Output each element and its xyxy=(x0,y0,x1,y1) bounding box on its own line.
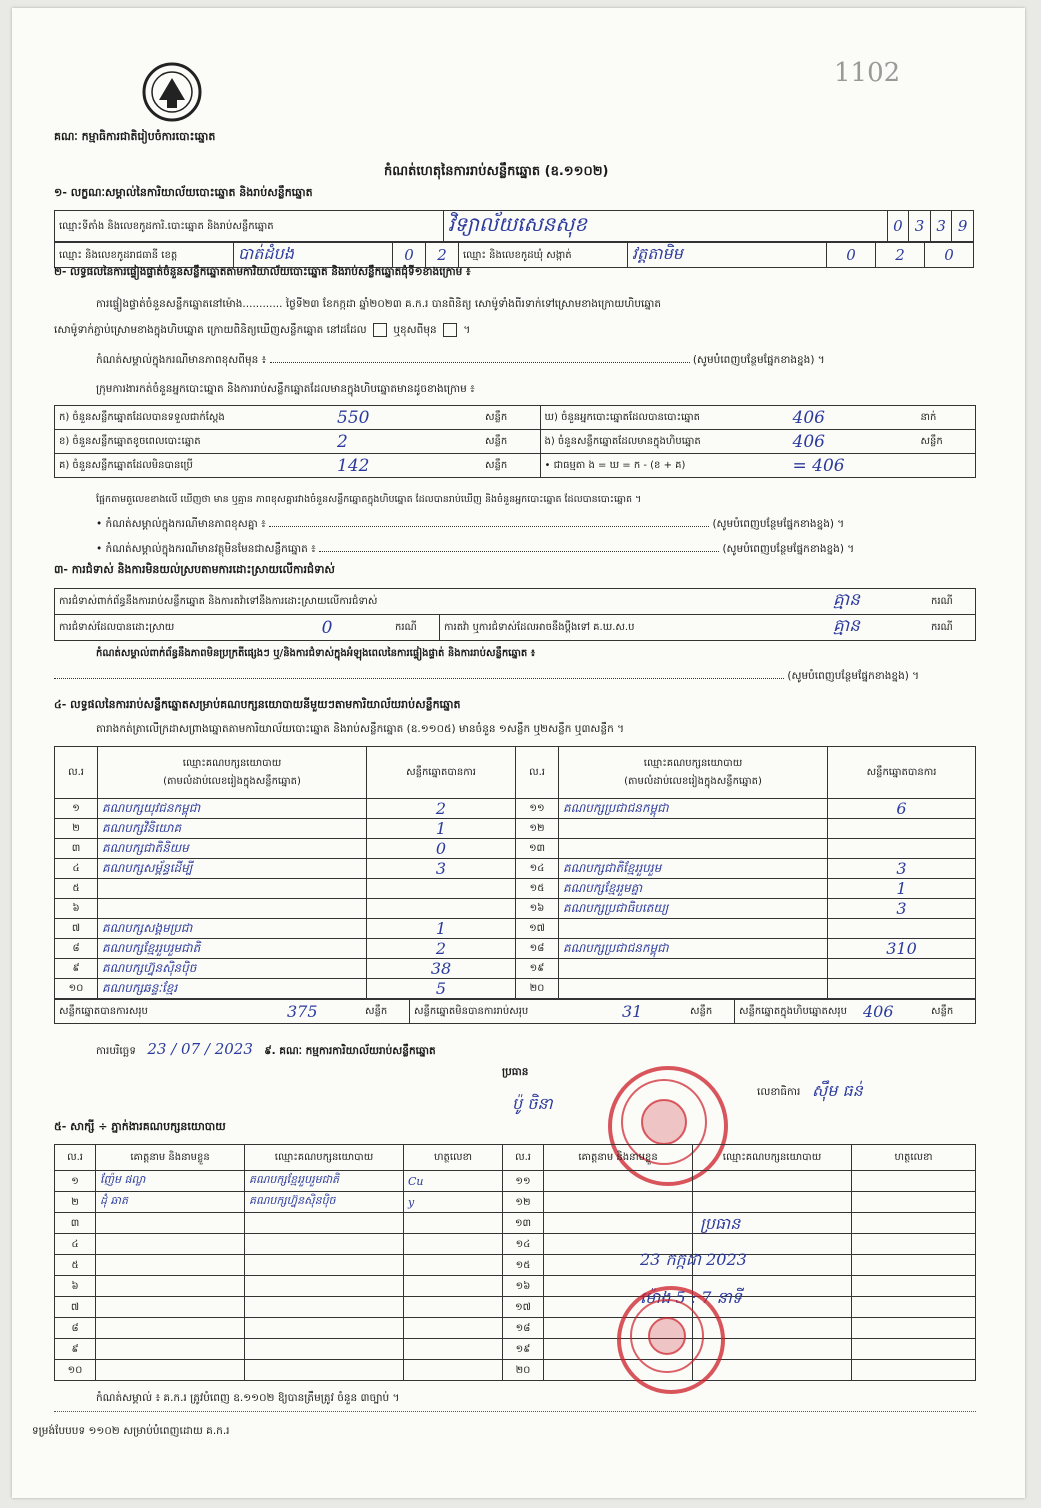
party-name xyxy=(559,979,828,999)
foreign-object-note-label: • កំណត់សម្គាល់ក្នុងករណីមានវត្ថុមិនមែនជាសន្លឹកឆ្នោត ៖ xyxy=(96,543,316,555)
date-value: 23 / 07 / 2023 xyxy=(147,1040,253,1058)
party-votes: 1 xyxy=(367,919,516,939)
results-row xyxy=(55,859,976,879)
annotation-line: ម៉ោង 5 : 7 នាទី xyxy=(640,1288,742,1307)
row-no: ១៣ xyxy=(503,1213,544,1234)
resolved-label: ការជំទាស់ដែលបានដោះស្រាយ xyxy=(55,615,264,641)
witness-signature xyxy=(852,1192,976,1213)
col-party-header: ឈ្មោះគណបក្សនយោបាយ xyxy=(693,1145,852,1171)
commune-code-digit: 0 xyxy=(925,243,974,268)
committee-line: ៩. គណៈ កម្មការការិយាល័យរាប់សន្លឹកឆ្នោត xyxy=(264,1045,436,1057)
witness-signature xyxy=(852,1234,976,1255)
total-box-label: សន្លឹកឆ្នោតក្នុងហិបឆ្នោតសរុប xyxy=(735,1000,860,1024)
row-no: ១៣ xyxy=(516,839,559,859)
row-no: ២០ xyxy=(503,1360,544,1381)
witness-signature xyxy=(404,1234,503,1255)
party-name: គណបក្សសម្ព័ន្ធដើម្បី xyxy=(98,859,367,879)
party-votes: 2 xyxy=(367,939,516,959)
party-name xyxy=(559,839,828,859)
witness-party xyxy=(245,1360,404,1381)
witness-name xyxy=(96,1276,245,1297)
party-votes: 1 xyxy=(367,819,516,839)
row-no: ៤ xyxy=(55,1234,96,1255)
row-no: ១១ xyxy=(503,1171,544,1192)
witness-name xyxy=(96,1360,245,1381)
row-no: ៦ xyxy=(55,1276,96,1297)
count-row xyxy=(55,430,976,454)
count-label: ខ) ចំនួនសន្លឹកឆ្នោតខូចពេលបោះឆ្នោត xyxy=(55,430,334,454)
foreign-object-note xyxy=(96,543,854,558)
form-title: កំណត់ហេតុនៃការរាប់សន្លឹកឆ្នោត (ឧ.១១០២) xyxy=(384,164,609,179)
witness-signature xyxy=(404,1213,503,1234)
total-valid-value: 375 xyxy=(283,1000,361,1024)
count-unit: សន្លឹក xyxy=(481,430,540,454)
objections-table xyxy=(54,588,976,641)
witness-name: ញ៉ែម ផល្លា xyxy=(96,1171,245,1192)
appeal-label: ការតវ៉ា ឬការជំទាស់ដែលអាចនឹងប្តឹងទៅ គ.ឃ.ស.ប xyxy=(440,615,830,641)
total-valid-label-text: សន្លឹកឆ្នោតបានការសរុប xyxy=(59,1006,148,1017)
row-no: ១៥ xyxy=(503,1255,544,1276)
irregularity-note: កំណត់សម្គាល់ពាក់ព័ន្ធនឹងភាពមិនប្រក្រតីផ្សេងៗ ឬ/និងការជំទាស់ក្នុងអំឡុងពេលនៃការផ្ទៀងផ្ទាត់ និងការរាប់សន្លឹកឆ្នោត ៖ xyxy=(96,648,536,659)
witness-row xyxy=(55,1192,976,1213)
witness-party xyxy=(245,1255,404,1276)
witness-signature xyxy=(404,1276,503,1297)
changed-checkbox[interactable] xyxy=(443,323,457,337)
witness-signature xyxy=(852,1339,976,1360)
objection-label: ការជំទាស់ពាក់ព័ន្ធនឹងការរាប់សន្លឹកឆ្នោត និងការតវ៉ាទៅនឹងការដោះស្រាយលើការជំទាស់ xyxy=(55,589,830,615)
witness-signature xyxy=(852,1255,976,1276)
section2-title: ២- លទ្ធផលនៃការផ្ទៀងផ្ទាត់ចំនួនសន្លឹកឆ្នោតតាមការិយាល័យបោះឆ្នោត និងរាប់សន្លឹកឆ្នោតជុំទី១ខាងក្រោម ៖ xyxy=(54,266,471,278)
row-no: ១៦ xyxy=(503,1276,544,1297)
witness-name xyxy=(96,1213,245,1234)
col-no-header: ល.រ xyxy=(55,1145,96,1171)
row-no: ២០ xyxy=(516,979,559,999)
row-no: ១៥ xyxy=(516,879,559,899)
commune-value: វត្តតាមិម xyxy=(628,243,827,268)
province-code-digit: 0 xyxy=(393,243,426,268)
section4-intro xyxy=(96,723,624,738)
total-invalid-unit: សន្លឹក xyxy=(686,1000,735,1024)
witness-party xyxy=(245,1234,404,1255)
party-name: គណបក្សប្រជាជនកម្ពុជា xyxy=(559,939,828,959)
witness-party xyxy=(245,1339,404,1360)
count-value: 406 xyxy=(789,406,917,430)
party-votes: 3 xyxy=(828,859,976,879)
official-seal-stamp xyxy=(617,1286,725,1394)
ballot-count-table xyxy=(54,405,976,478)
witness-row xyxy=(55,1339,976,1360)
witness-name xyxy=(96,1234,245,1255)
formula-result: = 406 xyxy=(789,454,976,478)
province-code-digit: 2 xyxy=(426,243,459,268)
objection-unit: ករណី xyxy=(927,589,976,615)
difference-note xyxy=(96,354,996,369)
section2-paragraph-2-text: សោម៉ូទាក់ភ្ជាប់ស្រោមខាងក្នុងហិបឆ្នោត ក្រោយពិនិត្យឃើញសន្លឹកឆ្នោត នៅដដែល xyxy=(54,324,367,336)
row-no: ១៧ xyxy=(516,919,559,939)
party-votes: 3 xyxy=(828,899,976,919)
chair-label: ប្រធាន xyxy=(502,1066,529,1078)
row-no: ៣ xyxy=(55,1213,96,1234)
witness-signature: y xyxy=(404,1192,503,1213)
station-code-digit: 0 xyxy=(887,211,909,242)
count-label: គ) ចំនួនសន្លឹកឆ្នោតដែលមិនបានប្រើ xyxy=(55,454,334,478)
witness-signature xyxy=(404,1339,503,1360)
witness-name: ដុំ ឆាត xyxy=(96,1192,245,1213)
party-name xyxy=(559,819,828,839)
chair-signature: ប៉ូ ចិនា xyxy=(512,1094,553,1113)
count-label: ក) ចំនួនសន្លឹកឆ្នោតដែលបានទទួលជាក់ស្តែង xyxy=(55,406,334,430)
count-value: 142 xyxy=(333,454,481,478)
resolved-value: 0 xyxy=(263,615,391,641)
count-label: ង) ចំនួនសន្លឹកឆ្នោតដែលមានក្នុងហិបឆ្នោត xyxy=(540,430,789,454)
party-votes xyxy=(828,819,976,839)
row-no: ១៤ xyxy=(503,1234,544,1255)
total-invalid-value: 31 xyxy=(618,1000,686,1024)
witness-table xyxy=(54,1144,976,1381)
party-votes xyxy=(828,839,976,859)
irregularity-fill-line xyxy=(54,670,919,685)
witness-name xyxy=(96,1297,245,1318)
count-value: 2 xyxy=(333,430,481,454)
col-name-header: គោត្តនាម និងនាមខ្លួន xyxy=(96,1145,245,1171)
col-votes-header: សន្លឹកឆ្នោតបានការ xyxy=(828,747,976,799)
witness-row xyxy=(55,1171,976,1192)
col-votes-header: សន្លឹកឆ្នោតបានការ xyxy=(367,747,516,799)
count-unit: សន្លឹក xyxy=(481,454,540,478)
col-party-header xyxy=(98,747,367,799)
annotation-line: 23 កក្កដា 2023 xyxy=(640,1250,747,1269)
page-number: 1102 xyxy=(834,58,901,88)
party-votes xyxy=(828,979,976,999)
count-row xyxy=(55,406,976,430)
row-no: ១៨ xyxy=(516,939,559,959)
row-no: ១១ xyxy=(516,799,559,819)
section2-paragraph-1: ការផ្ទៀងផ្ទាត់ចំនួនសន្លឹកឆ្នោតនៅម៉ោង............ ថ្ងៃទី២៣ ខែកក្កដា ឆ្នាំ២០២៣ គ.ក.រ បានពិនិត្យ សោម៉ូទាំងពីរទាក់ទៅស្រោមខាងក្រោយហិបឆ្នោត xyxy=(96,298,662,310)
results-row xyxy=(55,939,976,959)
party-name: គណបក្សយុវជនកម្ពុជា xyxy=(98,799,367,819)
witness-row xyxy=(55,1297,976,1318)
difference-note-label: កំណត់សម្គាល់ក្នុងករណីមានភាពខុសពីមុន ៖ xyxy=(96,354,267,366)
station-code-digit: 3 xyxy=(909,211,931,242)
party-name: គណបក្សជាតិនិយម xyxy=(98,839,367,859)
changed-option-label: ឬខុសពីមុន xyxy=(393,324,437,336)
objection-value: គ្មាន xyxy=(829,589,927,615)
fill-back-note: (សូមបំពេញបន្ថែមផ្នែកខាងខ្នង) ។ xyxy=(787,670,920,682)
witness-signature: Cu xyxy=(404,1171,503,1192)
total-box-unit: សន្លឹក xyxy=(927,1000,976,1024)
row-no: ១ xyxy=(55,1171,96,1192)
row-no: ៥ xyxy=(55,879,98,899)
row-no: ៨ xyxy=(55,939,98,959)
party-name: គណបក្សឆន្ទៈខ្មែរ xyxy=(98,979,367,999)
nec-emblem-icon xyxy=(137,60,207,126)
formula-label: • ជាធម្មតា ង = ឃ = ក - (ខ + គ) xyxy=(540,454,789,478)
section1-table xyxy=(54,210,974,268)
witness-signature xyxy=(852,1318,976,1339)
row-no: ១២ xyxy=(516,819,559,839)
committee-name: គណៈ កម្មាធិការជាតិរៀបចំការបោះឆ្នោត xyxy=(54,130,216,143)
station-name-label: ឈ្មោះទីតាំង និងលេខកូដការិ.បោះឆ្នោត និងរាប់សន្លឹកឆ្នោត xyxy=(55,211,444,242)
witness-row xyxy=(55,1360,976,1381)
province-label: ឈ្មោះ និងលេខកូដរាជធានី ខេត្ត xyxy=(55,243,234,268)
footer-text: ទម្រង់បែបបទ ១១០២ សម្រាប់បំពេញដោយ គ.ក.រ xyxy=(32,1425,230,1437)
station-name-value: វិទ្យាល័យសេនសុខ xyxy=(444,211,888,242)
party-name: គណបក្សហ្វ៊ុនស៊ិនប៉ិច xyxy=(98,959,367,979)
document-page xyxy=(12,8,1025,1498)
row-no: ១៩ xyxy=(516,959,559,979)
results-row xyxy=(55,799,976,819)
witness-name xyxy=(544,1192,693,1213)
col-party-header-sub: (តាមលំដាប់លេខរៀងក្នុងសន្លឹកឆ្នោត) xyxy=(163,775,301,787)
section4-title: ៤- លទ្ធផលនៃការរាប់សន្លឹកឆ្នោតសម្រាប់គណបក្សនយោបាយនីមួយៗតាមការិយាល័យរាប់សន្លឹកឆ្នោត xyxy=(54,698,461,711)
witness-row xyxy=(55,1276,976,1297)
date-label: ការបរិច្ឆេទ xyxy=(96,1045,136,1057)
witness-name xyxy=(544,1171,693,1192)
results-row xyxy=(55,899,976,919)
party-results-table xyxy=(54,746,976,1024)
row-no: ៤ xyxy=(55,859,98,879)
witness-signature xyxy=(404,1318,503,1339)
party-name: គណបក្សជាតិខ្មែររួបរួម xyxy=(559,859,828,879)
results-row xyxy=(55,919,976,939)
results-row xyxy=(55,979,976,999)
witness-party xyxy=(245,1318,404,1339)
secretary-label: លេខាធិការ xyxy=(757,1086,801,1098)
commune-label: ឈ្មោះ និងលេខកូដឃុំ សង្កាត់ xyxy=(459,243,628,268)
date-line xyxy=(96,1040,436,1060)
count-intro: ក្រុមការងារកត់ចំនួនអ្នកបោះឆ្នោត និងការរាប់សន្លឹកឆ្នោតដែលមានក្នុងហិបឆ្នោតមានដូចខាងក្រោម ៖ xyxy=(96,383,475,395)
fill-back-note: (សូមបំពេញបន្ថែមផ្នែកខាងខ្នង) ។ xyxy=(712,518,845,530)
party-name xyxy=(559,919,828,939)
row-no: ១០ xyxy=(55,1360,96,1381)
row-no: ១៨ xyxy=(503,1318,544,1339)
witness-row xyxy=(55,1255,976,1276)
witness-name xyxy=(96,1339,245,1360)
commune-code-digit: 2 xyxy=(876,243,925,268)
count-value: 550 xyxy=(333,406,481,430)
fill-back-note: (សូមបំពេញបន្ថែមផ្នែកខាងខ្នង) ។ xyxy=(722,543,855,555)
count-label: ឃ) ចំនួនអ្នកបោះឆ្នោតដែលបានបោះឆ្នោត xyxy=(540,406,789,430)
row-no: ៧ xyxy=(55,919,98,939)
witness-row xyxy=(55,1318,976,1339)
witness-party: គណបក្សខ្មែររួបរួមជាតិ xyxy=(245,1171,404,1192)
party-name xyxy=(98,879,367,899)
witness-signature xyxy=(852,1297,976,1318)
count-unit: សន្លឹក xyxy=(917,430,976,454)
party-votes: 5 xyxy=(367,979,516,999)
witness-signature xyxy=(852,1213,976,1234)
unchanged-checkbox[interactable] xyxy=(373,323,387,337)
row-no: ៩ xyxy=(55,959,98,979)
total-invalid-label: សន្លឹកឆ្នោតមិនបានការរាប់សរុប xyxy=(410,1000,619,1024)
col-name-header: គោត្តនាម និងនាមខ្លួន xyxy=(544,1145,693,1171)
row-no: ១៧ xyxy=(503,1297,544,1318)
party-votes: 310 xyxy=(828,939,976,959)
witness-party xyxy=(693,1171,852,1192)
total-box-value: 406 xyxy=(859,1000,927,1024)
col-party-header-sub: (តាមលំដាប់លេខរៀងក្នុងសន្លឹកឆ្នោត) xyxy=(624,775,762,787)
party-votes xyxy=(367,879,516,899)
fill-back-note: (សូមបំពេញបន្ថែមផ្នែកខាងខ្នង) ។ xyxy=(692,354,825,366)
section3-title: ៣- ការជំទាស់ និងការមិនយល់ស្របតាមការដោះស្រាយលើការជំទាស់ xyxy=(54,563,335,576)
secretary-signature: ស៊ឹម ធន់ xyxy=(812,1081,863,1100)
party-votes: 1 xyxy=(828,879,976,899)
party-votes: 0 xyxy=(367,839,516,859)
commune-code-digit: 0 xyxy=(827,243,876,268)
witness-party xyxy=(245,1213,404,1234)
row-no: ៣ xyxy=(55,839,98,859)
party-name: គណបក្សប្រជាជនកម្ពុជា xyxy=(559,799,828,819)
col-sign-header: ហត្ថលេខា xyxy=(852,1145,976,1171)
row-no: ៧ xyxy=(55,1297,96,1318)
results-row xyxy=(55,959,976,979)
row-no: ៦ xyxy=(55,899,98,919)
total-valid-unit: សន្លឹក xyxy=(361,1000,410,1024)
row-no: ៨ xyxy=(55,1318,96,1339)
appeal-unit: ករណី xyxy=(927,615,976,641)
footer-divider xyxy=(54,1411,976,1412)
row-no: ២ xyxy=(55,1192,96,1213)
count-unit: នាក់ xyxy=(917,406,976,430)
party-votes: 38 xyxy=(367,959,516,979)
col-no-header: ល.រ xyxy=(55,747,98,799)
results-row xyxy=(55,839,976,859)
total-valid-label xyxy=(55,1000,284,1024)
witness-name xyxy=(96,1318,245,1339)
row-no: ១០ xyxy=(55,979,98,999)
results-row xyxy=(55,879,976,899)
section5-title: ៥- សាក្សី ÷ ភ្នាក់ងារគណបក្សនយោបាយ xyxy=(54,1120,226,1133)
party-name: គណបក្សវិនិយោគ xyxy=(98,819,367,839)
discrepancy-note-label: • កំណត់សម្គាល់ក្នុងករណីមានភាពខុសគ្នា ៖ xyxy=(96,518,266,530)
witness-row xyxy=(55,1213,976,1234)
col-no-header: ល.រ xyxy=(503,1145,544,1171)
province-value: បាត់ដំបង xyxy=(234,243,393,268)
station-code-digit: 3 xyxy=(930,211,952,242)
party-votes xyxy=(828,959,976,979)
col-sign-header: ហត្ថលេខា xyxy=(404,1145,503,1171)
row-no: ២ xyxy=(55,819,98,839)
row-no: ៥ xyxy=(55,1255,96,1276)
row-no: ១ xyxy=(55,799,98,819)
section1-title: ១- លក្ខណៈសម្គាល់នៃការិយាល័យបោះឆ្នោត និងរាប់សន្លឹកឆ្នោត xyxy=(54,186,313,199)
party-votes: 6 xyxy=(828,799,976,819)
col-party-header xyxy=(559,747,828,799)
witness-signature xyxy=(404,1360,503,1381)
witness-party: គណបក្សហ្វ៊ុនស៊ិនប៉ិច xyxy=(245,1192,404,1213)
section4-intro-text: តារាងកត់ត្រាលើក្រដាសព្រាងឆ្នោតតាមការិយាល័យបោះឆ្នោត និងរាប់សន្លឹកឆ្នោត (ឧ.១១០៥) មានចំនួន ១សន្លឹក ឬ២សន្លឹក ឬ៣សន្លឹក ។ xyxy=(96,723,625,735)
party-name xyxy=(559,959,828,979)
witness-signature xyxy=(852,1276,976,1297)
party-votes: 3 xyxy=(367,859,516,879)
count-row xyxy=(55,454,976,478)
party-votes: 2 xyxy=(367,799,516,819)
witness-party xyxy=(693,1192,852,1213)
party-name: គណបក្សខ្មែររួមគ្នា xyxy=(559,879,828,899)
station-code-digit: 9 xyxy=(952,211,974,242)
witness-row xyxy=(55,1234,976,1255)
row-no: ១៩ xyxy=(503,1339,544,1360)
party-name: គណបក្សប្រជាធិបតេយ្យ xyxy=(559,899,828,919)
witness-party xyxy=(245,1276,404,1297)
results-row xyxy=(55,819,976,839)
row-no: ១២ xyxy=(503,1192,544,1213)
witness-signature xyxy=(404,1297,503,1318)
row-no: ១៤ xyxy=(516,859,559,879)
party-name: គណបក្សសង្គមប្រជា xyxy=(98,919,367,939)
party-votes xyxy=(367,899,516,919)
party-votes xyxy=(828,919,976,939)
resolved-unit: ករណី xyxy=(391,615,440,641)
count-value: 406 xyxy=(789,430,917,454)
row-no: ១៦ xyxy=(516,899,559,919)
discrepancy-check-line: ផ្អែកតាមតួលេខខាងលើ ឃើញថា មាន ឬគ្មាន ភាពខុសគ្នារវាងចំនួនសន្លឹកឆ្នោតក្នុងហិបឆ្នោត ដែលបានរាប់ឃើញ និងចំនួនអ្នកបោះឆ្នោត ដែលបានបោះឆ្នោត ។ xyxy=(96,494,642,505)
row-no: ៩ xyxy=(55,1339,96,1360)
party-name xyxy=(98,899,367,919)
col-party-header-text: ឈ្មោះគណបក្សនយោបាយ xyxy=(643,757,743,769)
witness-signature xyxy=(404,1255,503,1276)
appeal-value: គ្មាន xyxy=(829,615,927,641)
witness-name xyxy=(96,1255,245,1276)
party-name: គណបក្សខ្មែររួបរួមជាតិ xyxy=(98,939,367,959)
col-no-header: ល.រ xyxy=(516,747,559,799)
witness-signature xyxy=(852,1171,976,1192)
discrepancy-note xyxy=(96,518,844,533)
section5-note: កំណត់សម្គាល់ ៖ គ.ក.រ ត្រូវបំពេញ ឧ.១១០២ ឱ្យបានត្រឹមត្រូវ ចំនួន ៣ច្បាប់ ។ xyxy=(96,1392,400,1404)
witness-signature xyxy=(852,1360,976,1381)
col-party-header: ឈ្មោះគណបក្សនយោបាយ xyxy=(245,1145,404,1171)
witness-party xyxy=(245,1297,404,1318)
count-unit: សន្លឹក xyxy=(481,406,540,430)
section2-paragraph-2: សោម៉ូទាក់ភ្ជាប់ស្រោមខាងក្នុងហិបឆ្នោត ក្រោយពិនិត្យឃើញសន្លឹកឆ្នោត នៅដដែល ឬខុសពីមុន ។ xyxy=(54,324,471,336)
annotation-line: ប្រធាន xyxy=(700,1214,741,1233)
col-party-header-text: ឈ្មោះគណបក្សនយោបាយ xyxy=(182,757,282,769)
